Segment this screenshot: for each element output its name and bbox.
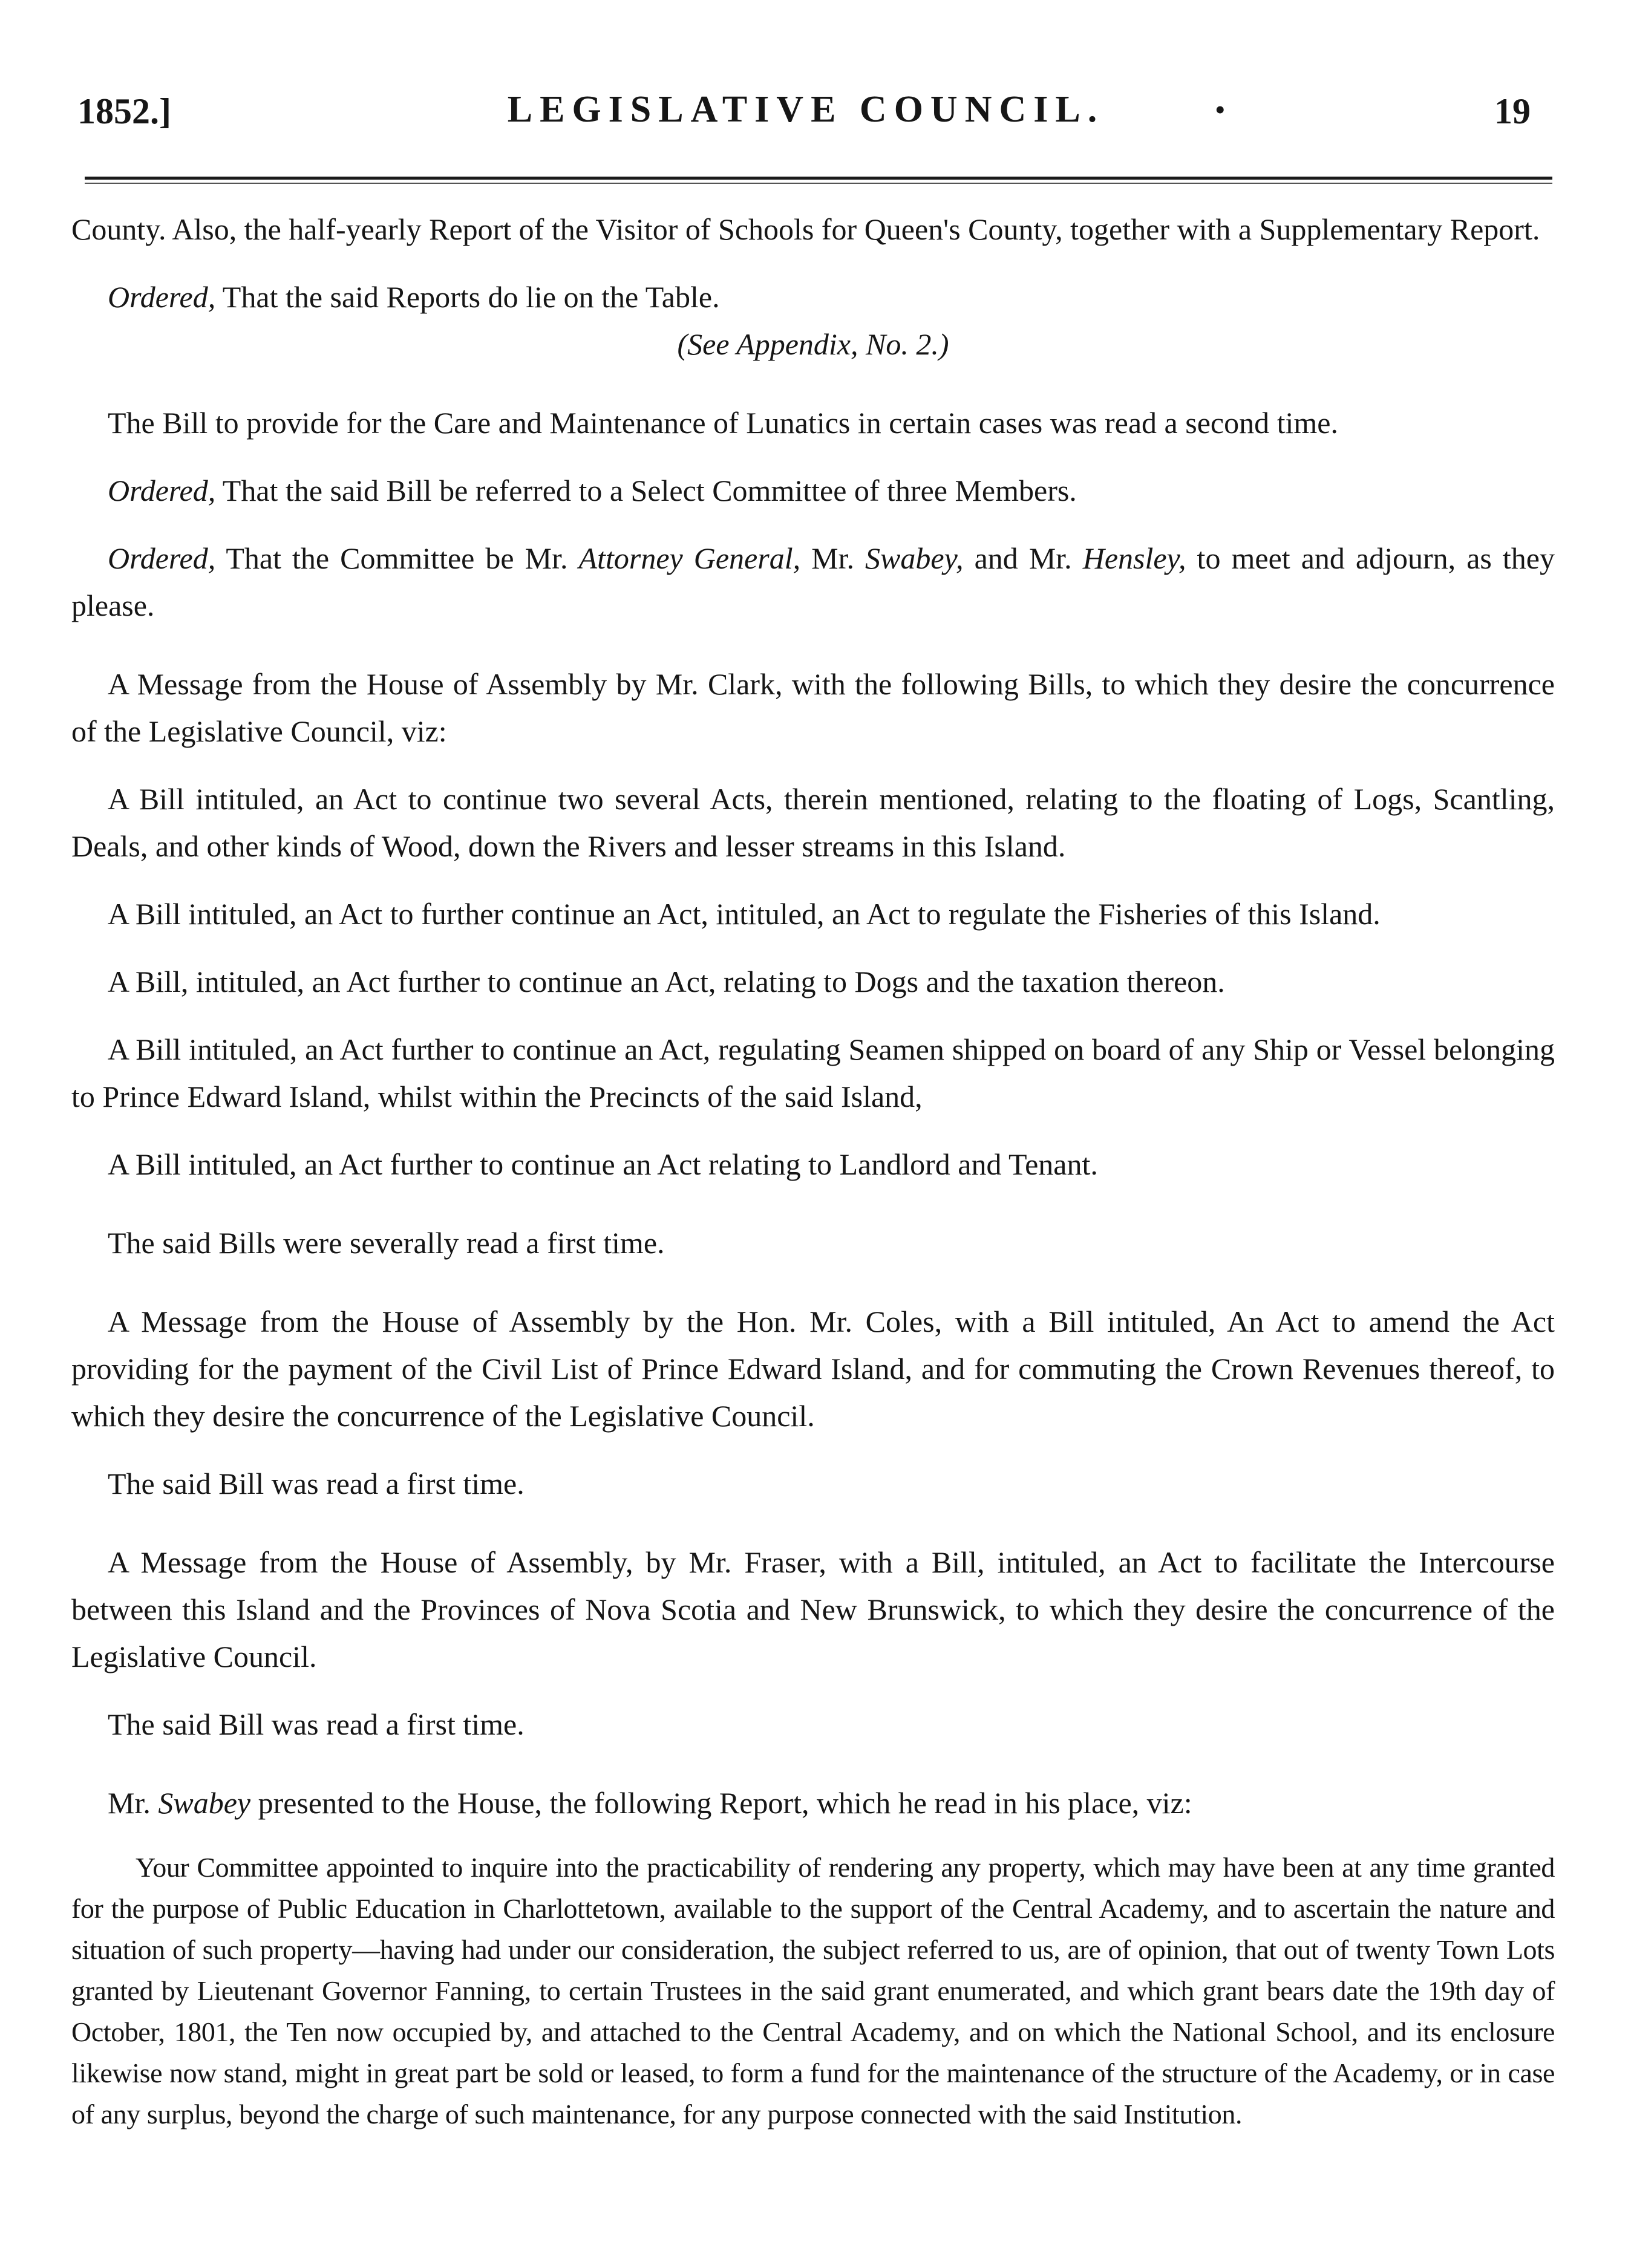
paragraph — [71, 1701, 1555, 1748]
paragraph — [71, 1539, 1555, 1680]
text-run: A Message from the House of Assembly, by Mr. Fraser, with a Bill, intituled, an Act to facilitate the Intercourse between this Island and the Provinces of Nova Scotia and New Brunswick, to which they desire the concurrence of the Legislative Council. — [71, 1545, 1555, 1673]
paragraph — [71, 1298, 1555, 1439]
text-run: A Message from the House of Assembly by Mr. Clark, with the following Bills, to which they desire the concurrence of the Legislative Council, viz: — [71, 667, 1555, 748]
text-run: The said Bills were severally read a first time. — [108, 1226, 665, 1260]
text-run: The Bill to provide for the Care and Maintenance of Lunatics in certain cases was read a second time. — [108, 406, 1338, 440]
paragraph — [71, 1460, 1555, 1507]
paragraph — [71, 1219, 1555, 1266]
italic-text: Swabey — [158, 1786, 251, 1820]
text-run: A Bill intituled, an Act to continue two several Acts, therein mentioned, relating to the floating of Logs, Scantling, Deals, and other kinds of Wood, down the Rivers and lesser streams in this Island. — [71, 782, 1555, 863]
paragraph — [71, 206, 1555, 253]
paragraph — [71, 660, 1555, 755]
paragraph — [71, 467, 1555, 514]
italic-text: Swabey, — [865, 541, 964, 575]
text-run: That the said Reports do lie on the Table. — [215, 280, 720, 314]
page-body — [71, 206, 1555, 2135]
bill-item — [71, 775, 1555, 870]
text-run: and Mr. — [963, 541, 1083, 575]
text-run: That the Committee be Mr. — [215, 541, 579, 575]
text-run: County. Also, the half-yearly Report of the Visitor of Schools for Queen's County, together with a Supplementary Report. — [71, 212, 1540, 246]
appendix-reference — [71, 321, 1555, 368]
italic-text: Ordered, — [108, 474, 216, 507]
text-run: A Bill intituled, an Act further to continue an Act relating to Landlord and Tenant. — [108, 1147, 1098, 1181]
text-run: Your Committee appointed to inquire into the practicability of rendering any property, which may have been at any time granted for the purpose of Public Education in Charlottetown, available to the support of the Central Academy, and to ascertain the nature and situation of such property—having had under our consideration, the subject referred to us, are of opinion, that out of twenty Town Lots granted by Lieutenant Governor Fanning, to certain Trustees in the said grant enumerated, and which grant bears date the 19th day of October, 1801, the Ten now occupied by, and attached to the Central Academy, and on which the National School, and its enclosure likewise now stand, might in great part be sold or leased, to form a fund for the maintenance of the structure of the Academy, or in case of any surplus, beyond the charge of such maintenance, for any purpose connected with the said Institution. — [71, 1852, 1555, 2130]
text-run: The said Bill was read a first time. — [108, 1707, 525, 1741]
running-head-bullet: • — [1215, 93, 1226, 126]
page-number: 19 — [1494, 91, 1531, 131]
text-run: That the said Bill be referred to a Select Committee of three Members. — [215, 474, 1077, 507]
bill-item — [71, 890, 1555, 937]
text-run: Mr. — [800, 541, 866, 575]
paragraph — [71, 273, 1555, 321]
italic-text: Ordered, — [108, 280, 216, 314]
committee-report — [71, 1847, 1555, 2135]
bill-item — [71, 1141, 1555, 1188]
text-run: presented to the House, the following Report, which he read in his place, viz: — [250, 1786, 1192, 1820]
bill-item — [71, 958, 1555, 1005]
paragraph — [71, 399, 1555, 446]
running-head — [65, 77, 1546, 156]
text-run: A Message from the House of Assembly by the Hon. Mr. Coles, with a Bill intituled, An Act to amend the Act providing for the payment of the Civil List of Prince Edward Island, and for commuting the Crown Revenues thereof, to which they desire the concurrence of the Legislative Council. — [71, 1305, 1555, 1433]
text-run: A Bill, intituled, an Act further to continue an Act, relating to Dogs and the taxation thereon. — [108, 965, 1225, 999]
text-run: A Bill intituled, an Act further to continue an Act, regulating Seamen shipped on board of any Ship or Vessel belonging to Prince Edward Island, whilst within the Precincts of the said Island, — [71, 1032, 1555, 1113]
text-run: to meet and adjourn, as they please. — [71, 541, 1555, 622]
paragraph — [71, 1779, 1555, 1826]
text-run: Mr. — [108, 1786, 159, 1820]
italic-text: Hensley, — [1082, 541, 1186, 575]
text-run: The said Bill was read a first time. — [108, 1467, 525, 1501]
italic-text: Attorney General, — [578, 541, 801, 575]
header-rule — [85, 177, 1552, 180]
running-head-title: LEGISLATIVE COUNCIL. — [507, 89, 1105, 130]
italic-text: Ordered, — [108, 541, 216, 575]
paragraph — [71, 535, 1555, 629]
header-rule-thin — [85, 183, 1552, 184]
text-run: A Bill intituled, an Act to further continue an Act, intituled, an Act to regulate the Fisheries of this Island. — [108, 897, 1381, 931]
italic-text: (See Appendix, No. 2.) — [677, 327, 949, 361]
bill-item — [71, 1026, 1555, 1120]
running-head-year: 1852.] — [77, 91, 171, 131]
